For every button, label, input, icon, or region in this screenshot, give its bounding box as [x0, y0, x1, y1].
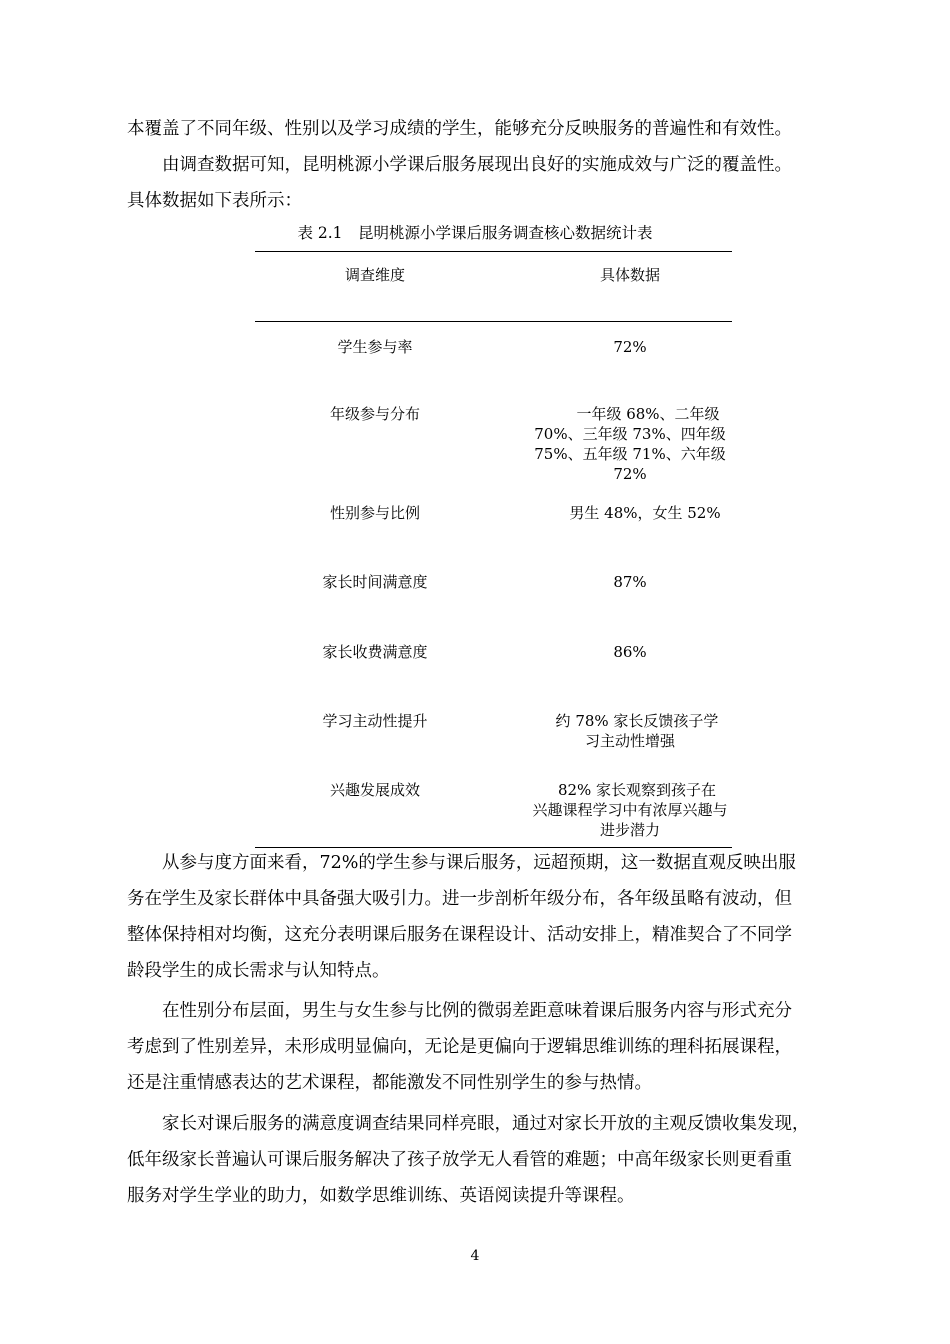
- text-line: 整体保持相对均衡，这充分表明课后服务在课程设计、活动安排上，精准契合了不同学: [127, 925, 792, 945]
- table-cell-line: 75%、五年级 71%、六年级: [534, 445, 726, 463]
- text-line: 在性别分布层面，男生与女生参与比例的微弱差距意味着课后服务内容与形式充分: [162, 1001, 792, 1021]
- table-cell-line: 87%: [613, 573, 647, 591]
- text-line: 服务对学生学业的助力，如数学思维训练、英语阅读提升等课程。: [127, 1186, 635, 1206]
- table-caption: 表 2.1 昆明桃源小学课后服务调查核心数据统计表: [297, 224, 653, 242]
- table-cell-dimension: 学生参与率: [337, 338, 413, 356]
- table-cell-data: [495, 503, 765, 523]
- table-cell-line: 习主动性增强: [584, 732, 675, 750]
- table-cell-dimension: 家长时间满意度: [322, 573, 428, 591]
- text-line: 低年级家长普遍认可课后服务解决了孩子放学无人看管的难题；中高年级家长则更看重: [127, 1150, 792, 1170]
- table-cell-line: 约 78% 家长反馈孩子学: [555, 712, 719, 730]
- table-cell-line: 72%: [613, 465, 647, 483]
- table-cell-dimension: 家长收费满意度: [322, 643, 428, 661]
- table-cell-line: 进步潜力: [599, 821, 660, 839]
- text-line: 还是注重情感表达的艺术课程，都能激发不同性别学生的参与热情。: [127, 1073, 652, 1093]
- table-cell-dimension: 兴趣发展成效: [329, 781, 420, 799]
- text-line: 本覆盖了不同年级、性别以及学习成绩的学生，能够充分反映服务的普遍性和有效性。: [127, 119, 792, 139]
- table-cell-line: 72%: [613, 338, 647, 356]
- table-cell-data: [495, 337, 765, 357]
- table-cell-data: [495, 642, 765, 662]
- table-cell-data: [495, 780, 765, 840]
- table-cell-data: [495, 572, 765, 592]
- intro-paragraph: [127, 111, 859, 219]
- table-cell-line: 兴趣课程学习中有浓厚兴趣与: [532, 801, 728, 819]
- table-cell-dimension: 性别参与比例: [329, 504, 420, 522]
- table-header-rule: [255, 321, 732, 322]
- text-line: 龄段学生的成长需求与认知特点。: [127, 961, 390, 981]
- table-header-data: 具体数据: [599, 266, 660, 284]
- table-cell-line: 82% 家长观察到孩子在: [557, 781, 717, 799]
- table-cell-line: 男生 48%，女生 52%: [569, 504, 721, 522]
- page-number: 4: [470, 1248, 480, 1264]
- table-cell-line: 86%: [613, 643, 647, 661]
- table-cell-data: [495, 404, 765, 484]
- text-line: 由调查数据可知，昆明桃源小学课后服务展现出良好的实施成效与广泛的覆盖性。: [162, 155, 792, 175]
- body-paragraph: [127, 1106, 859, 1214]
- table-top-rule: [255, 251, 732, 252]
- body-paragraph: [127, 993, 859, 1101]
- text-line: 从参与度方面来看，72%的学生参与课后服务，远超预期，这一数据直观反映出服: [162, 853, 796, 873]
- text-line: 具体数据如下表所示：: [127, 191, 302, 211]
- table-cell-dimension: 学习主动性提升: [322, 712, 428, 730]
- table-cell-dimension: 年级参与分布: [329, 405, 420, 423]
- table-cell-data: [495, 711, 765, 751]
- table-header-dimension: 调查维度: [344, 266, 405, 284]
- body-paragraph: [127, 845, 859, 989]
- table-cell-line: 70%、三年级 73%、四年级: [534, 425, 726, 443]
- text-line: 家长对课后服务的满意度调查结果同样亮眼，通过对家长开放的主观反馈收集发现，: [162, 1114, 810, 1134]
- table-cell-line: 一年级 68%、二年级: [576, 405, 720, 423]
- text-line: 务在学生及家长群体中具备强大吸引力。进一步剖析年级分布，各年级虽略有波动，但: [127, 889, 792, 909]
- text-line: 考虑到了性别差异，未形成明显偏向，无论是更偏向于逻辑思维训练的理科拓展课程，: [127, 1037, 792, 1057]
